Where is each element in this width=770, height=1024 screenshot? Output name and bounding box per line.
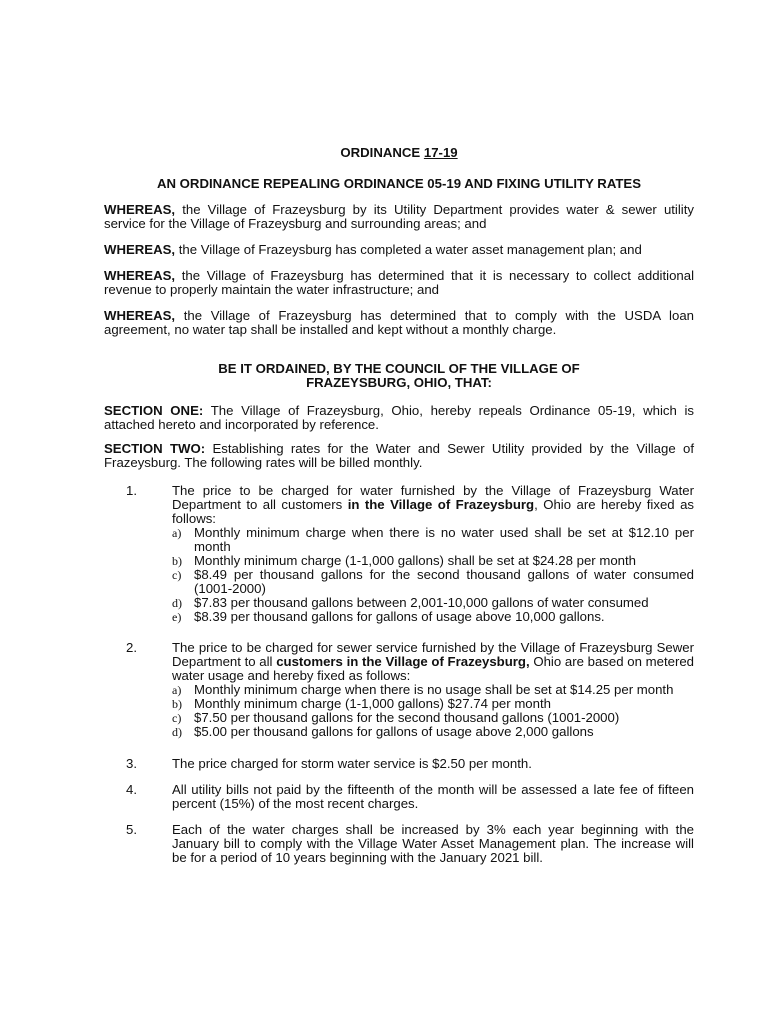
list-item: [104, 783, 694, 811]
item-text-post: Ohio are based on metered water usage and hereby fixed as follows:: [172, 654, 694, 683]
item-text: [172, 641, 694, 683]
sub-item: [172, 711, 694, 725]
sub-item-letter: d): [172, 596, 182, 610]
whereas-paragraph: [104, 203, 694, 231]
sub-item-letter: a): [172, 683, 182, 697]
sub-item: [172, 554, 694, 568]
list-item: [104, 484, 694, 624]
list-item: [104, 641, 694, 739]
whereas-lead: WHEREAS,: [104, 202, 176, 217]
sub-item-text: Monthly minimum charge when there is no water used shall be set at $12.10 per month: [194, 525, 694, 554]
sub-item: [172, 610, 694, 624]
sub-item-letter: c): [172, 568, 182, 582]
ordinance-subtitle: AN ORDINANCE REPEALING ORDINANCE 05-19 AND FIXING UTILITY RATES: [156, 176, 642, 191]
item-text: Each of the water charges shall be increased by 3% each year beginning with the January bill to comply with the Village Water Asset Management plan. The increase will be for a period of 10 years beginning with the January 2021 bill.: [172, 822, 694, 865]
section-two-text: Establishing rates for the Water and Sewer Utility provided by the Village of Frazeysburg. The following rates will be billed monthly.: [104, 441, 695, 470]
item-number: 4.: [126, 782, 137, 797]
sub-item-text: Monthly minimum charge when there is no usage shall be set at $14.25 per month: [194, 682, 674, 697]
sub-item-text: $7.83 per thousand gallons between 2,001-10,000 gallons of water consumed: [194, 595, 649, 610]
sub-item-text: Monthly minimum charge (1-1,000 gallons) shall be set at $24.28 per month: [194, 553, 637, 568]
sub-item: [172, 526, 694, 554]
sub-item: [172, 697, 694, 711]
sub-item-letter: e): [172, 610, 182, 624]
ordinance-title: [104, 146, 694, 160]
whereas-text: the Village of Frazeysburg has completed a water asset management plan; and: [178, 242, 642, 257]
item-text-post: , Ohio are hereby fixed as follows:: [172, 497, 694, 526]
section-two: [104, 442, 694, 470]
sub-item: [172, 596, 694, 610]
item-text-pre: The price to be charged for sewer service furnished by the Village of Frazeysburg Sewer Department to all: [172, 640, 694, 669]
section-one-lead: SECTION ONE:: [104, 403, 204, 418]
whereas-text: the Village of Frazeysburg has determined that it is necessary to collect additional revenue to properly maintain the water infrastructure; and: [104, 268, 694, 297]
whereas-lead: WHEREAS,: [104, 308, 176, 323]
item-text: The price charged for storm water service is $2.50 per month.: [172, 756, 532, 771]
ordinance-label: ORDINANCE: [340, 145, 421, 160]
list-item: [104, 823, 694, 865]
section-one-text: The Village of Frazeysburg, Ohio, hereby repeals Ordinance 05-19, which is attached hereto and incorporated by reference.: [104, 403, 694, 432]
sub-item-letter: c): [172, 711, 182, 725]
item-text: [172, 484, 694, 526]
whereas-paragraph: [104, 269, 694, 297]
item-text-pre: The price to be charged for water furnished by the Village of Frazeysburg Water Department to all customers: [172, 483, 694, 512]
sub-item-text: Monthly minimum charge (1-1,000 gallons) $27.74 per month: [194, 696, 551, 711]
whereas-text: the Village of Frazeysburg has determined that to comply with the USDA loan agreement, no water tap shall be installed and kept without a monthly charge.: [104, 308, 694, 337]
sub-item-text: $7.50 per thousand gallons for the second thousand gallons (1001-2000): [194, 710, 620, 725]
item-text-bold: in the Village of Frazeysburg: [347, 497, 535, 512]
whereas-paragraph: [104, 309, 694, 337]
sub-item-text: $5.00 per thousand gallons for gallons of usage above 2,000 gallons: [194, 724, 594, 739]
ordained-line: BE IT ORDAINED, BY THE COUNCIL OF THE VILLAGE OF: [218, 361, 580, 376]
item-number: 2.: [126, 640, 137, 655]
document-page: [104, 146, 694, 865]
whereas-paragraph: [104, 243, 694, 257]
whereas-text: the Village of Frazeysburg by its Utility Department provides water & sewer utility service for the Village of Frazeysburg and surrounding areas; and: [104, 202, 694, 231]
ordained-heading: [104, 362, 694, 390]
sub-item: [172, 725, 694, 739]
item-text: All utility bills not paid by the fifteenth of the month will be assessed a late fee of fifteen percent (15%) of the most recent charges.: [172, 782, 694, 811]
item-number: 5.: [126, 822, 137, 837]
list-item: [104, 757, 694, 771]
ordained-line: FRAZEYSBURG, OHIO, THAT:: [306, 375, 492, 390]
sub-item-letter: b): [172, 697, 182, 711]
sub-item-text: $8.49 per thousand gallons for the second thousand gallons of water consumed (1001-2000): [194, 567, 694, 596]
item-number: 1.: [126, 483, 137, 498]
whereas-lead: WHEREAS,: [104, 242, 176, 257]
item-number: 3.: [126, 756, 137, 771]
sub-item: [172, 683, 694, 697]
item-text-bold: customers in the Village of Frazeysburg,: [276, 654, 530, 669]
section-one: [104, 404, 694, 432]
sub-item-letter: b): [172, 554, 182, 568]
sub-item-letter: a): [172, 526, 182, 540]
sub-item-letter: d): [172, 725, 182, 739]
sub-item: [172, 568, 694, 596]
whereas-lead: WHEREAS,: [104, 268, 176, 283]
sub-item-text: $8.39 per thousand gallons for gallons of usage above 10,000 gallons.: [194, 609, 605, 624]
ordinance-number: 17-19: [423, 145, 458, 160]
section-two-lead: SECTION TWO:: [104, 441, 206, 456]
